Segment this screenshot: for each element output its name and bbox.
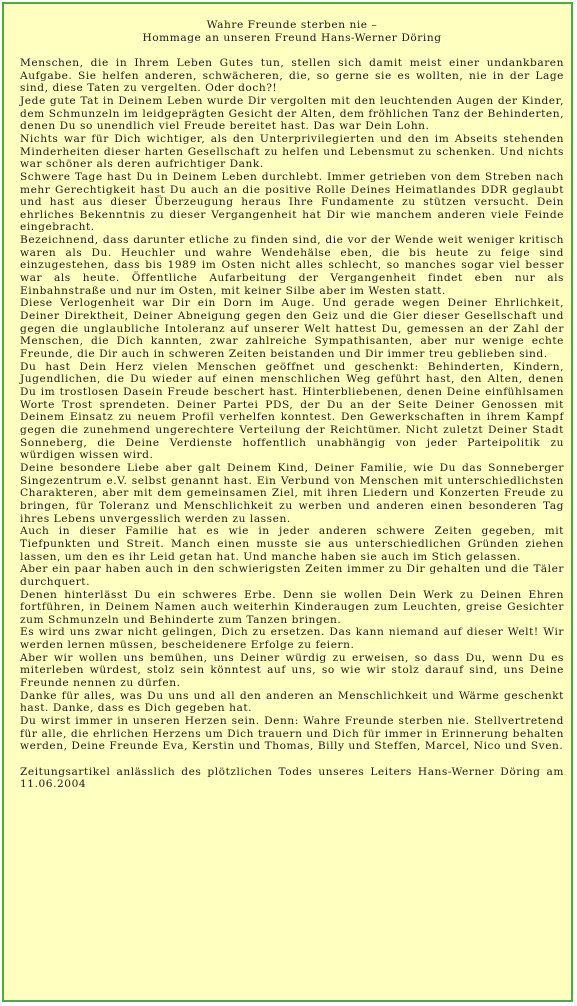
footer-note: Zeitungsartikel anlässlich des plötzlichen Todes unseres Leiters Hans-Werner Döring am 11.06.2004 [20,765,564,791]
title-line-2: Hommage an unseren Freund Hans-Werner Döring [142,31,442,44]
paragraph: Deine besondere Liebe aber galt Deinem Kind, Deiner Familie, wie Du das Sonneberger Singezentrum e.V. selbst genannt hast. Ein Verbund von Menschen mit unterschiedlichsten Charakteren, aber mit dem gemeinsamen Ziel, mit ihren Liedern und Konzerten Freude zu bringen, für Toleranz und Menschlichkeit zu werben und anderen einen besonderen Tag ihres Lebens unvergesslich werden zu lassen. [20,461,564,525]
paragraph: Auch in dieser Familie hat es wie in jeder anderen schwere Zeiten gegeben, mit Tiefpunkten und Streit. Manch einen musste sie aus unterschiedlichen Gründen ziehen lassen, um den es ihr Leid getan hat. Und manche haben sie auch im Stich gelassen. [20,525,564,563]
article-body [20,57,564,753]
document-content [20,19,564,791]
paragraph: Danke für alles, was Du uns und all den anderen an Menschlichkeit und Wärme geschenkt hast. Danke, dass es Dich gegeben hat. [20,689,564,715]
paragraph: Denen hinterlässt Du ein schweres Erbe. Denn sie wollen Dein Werk zu Deinen Ehren fortführen, in Deinem Namen auch weiterhin Kinderaugen zum Leuchten, greise Gesichter zum Schmunzeln und Behinderte zum Tanzen bringen. [20,588,564,626]
paragraph: Nichts war für Dich wichtiger, als den Unterprivilegierten und den im Abseits stehenden Minderheiten dieser harten Gesellschaft zu helfen und Lebensmut zu schenken. Und nichts war schöner als deren aufrichtiger Dank. [20,132,564,171]
footer-spacer [20,753,564,766]
paragraph: Du wirst immer in unseren Herzen sein. Denn: Wahre Freunde sterben nie. Stellvertretend für alle, die ehrlichen Herzens um Dich trauern und Dich für immer in Erinnerung behalten werden, Deine Freunde Eva, Kerstin und Thomas, Billy und Steffen, Marcel, Nico und Sven. [20,715,564,753]
paragraph: Menschen, die in Ihrem Leben Gutes tun, stellen sich damit meist einer undankbaren Aufgabe. Sie helfen anderen, schwächeren, die, so gerne sie es wollten, nie in der Lage sind, diese Taten zu vergelten. Oder doch?! [20,56,564,95]
document-title [20,19,564,44]
paragraph: Es wird uns zwar nicht gelingen, Dich zu ersetzen. Das kann niemand auf dieser Welt! Wir werden lernen müssen, bescheidenere Erfolge zu feiern. [20,626,564,652]
title-spacer [20,44,564,57]
document-frame [2,2,573,1002]
paragraph: Bezeichnend, dass darunter etliche zu finden sind, die vor der Wende weit weniger kritisch waren als Du. Heuchler und wahre Wendehälse eben, die bis heute zu feige sind einzugestehen, dass bis 1989 im Osten nicht alles schlecht, so manches sogar viel besser war als heute. Öffentliche Aufarbeitung der Vergangenheit findet eben nur als Einbahnstraße und nur im Osten, mit keiner Silbe aber im Westen statt. [20,234,564,297]
title-line-1: Wahre Freunde sterben nie – [206,19,378,31]
paragraph: Aber wir wollen uns bemühen, uns Deiner würdig zu erweisen, so dass Du, wenn Du es miterleben würdest, stolz sein könntest auf uns, so wie wir stolz darauf sind, uns Deine Freunde nennen zu dürfen. [20,651,564,690]
paragraph: Jede gute Tat in Deinem Leben wurde Dir vergolten mit den leuchtenden Augen der Kinder, dem Schmunzeln im leidgeprägten Gesicht der Alten, dem fröhlichen Tanz der Behinderten, denen Du so unendlich viel Freude bereitet hast. Das war Dein Lohn. [20,94,564,133]
paragraph: Schwere Tage hast Du in Deinem Leben durchlebt. Immer getrieben von dem Streben nach mehr Gerechtigkeit hast Du auch an die positive Rolle Deines Heimatlandes DDR geglaubt und hast aus dieser Überzeugung heraus Ihre Fundamente zu stützen versucht. Dein ehrliches Bekenntnis zu dieser Vergangenheit hat Dir wie manchem anderen viele Feinde eingebracht. [20,170,564,234]
paragraph: Du hast Dein Herz vielen Menschen geöffnet und geschenkt: Behinderten, Kindern, Jugendlichen, die Du wieder auf einen menschlichen Weg geführt hast, den Alten, denen Du im trostlosen Dasein Freude beschert hast. Hinterbliebenen, denen Deine einfühlsamen Worte Trost sprendeten. Deiner Partei PDS, der Du an der Seite Deiner Genossen mit Deinem Einsatz zu neuem Profil verhelfen konntest. Den Gewerkschaften in ihrem Kampf gegen die zunehmend ungerechtere Verteilung der Reichtümer. Nicht zuletzt Deiner Stadt Sonneberg, die Deine Verdienste hoffentlich unabhängig von jeder Parteipolitik zu würdigen wissen wird. [20,360,564,462]
paragraph: Diese Verlogenheit war Dir ein Dorn im Auge. Und gerade wegen Deiner Ehrlichkeit, Deiner Direktheit, Deiner Abneigung gegen den Geiz und die Gier dieser Gesellschaft und gegen die unglaubliche Intoleranz auf unserer Welt hattest Du, gemessen an der Zahl der Menschen, die Dich kannten, zwar zahlreiche Sympathisanten, aber nur wenige echte Freunde, die Dir auch in schweren Zeiten beistanden und Dir immer treu geblieben sind. [20,297,564,361]
paragraph: Aber ein paar haben auch in den schwierigsten Zeiten immer zu Dir gehalten und die Täler durchquert. [20,563,564,588]
